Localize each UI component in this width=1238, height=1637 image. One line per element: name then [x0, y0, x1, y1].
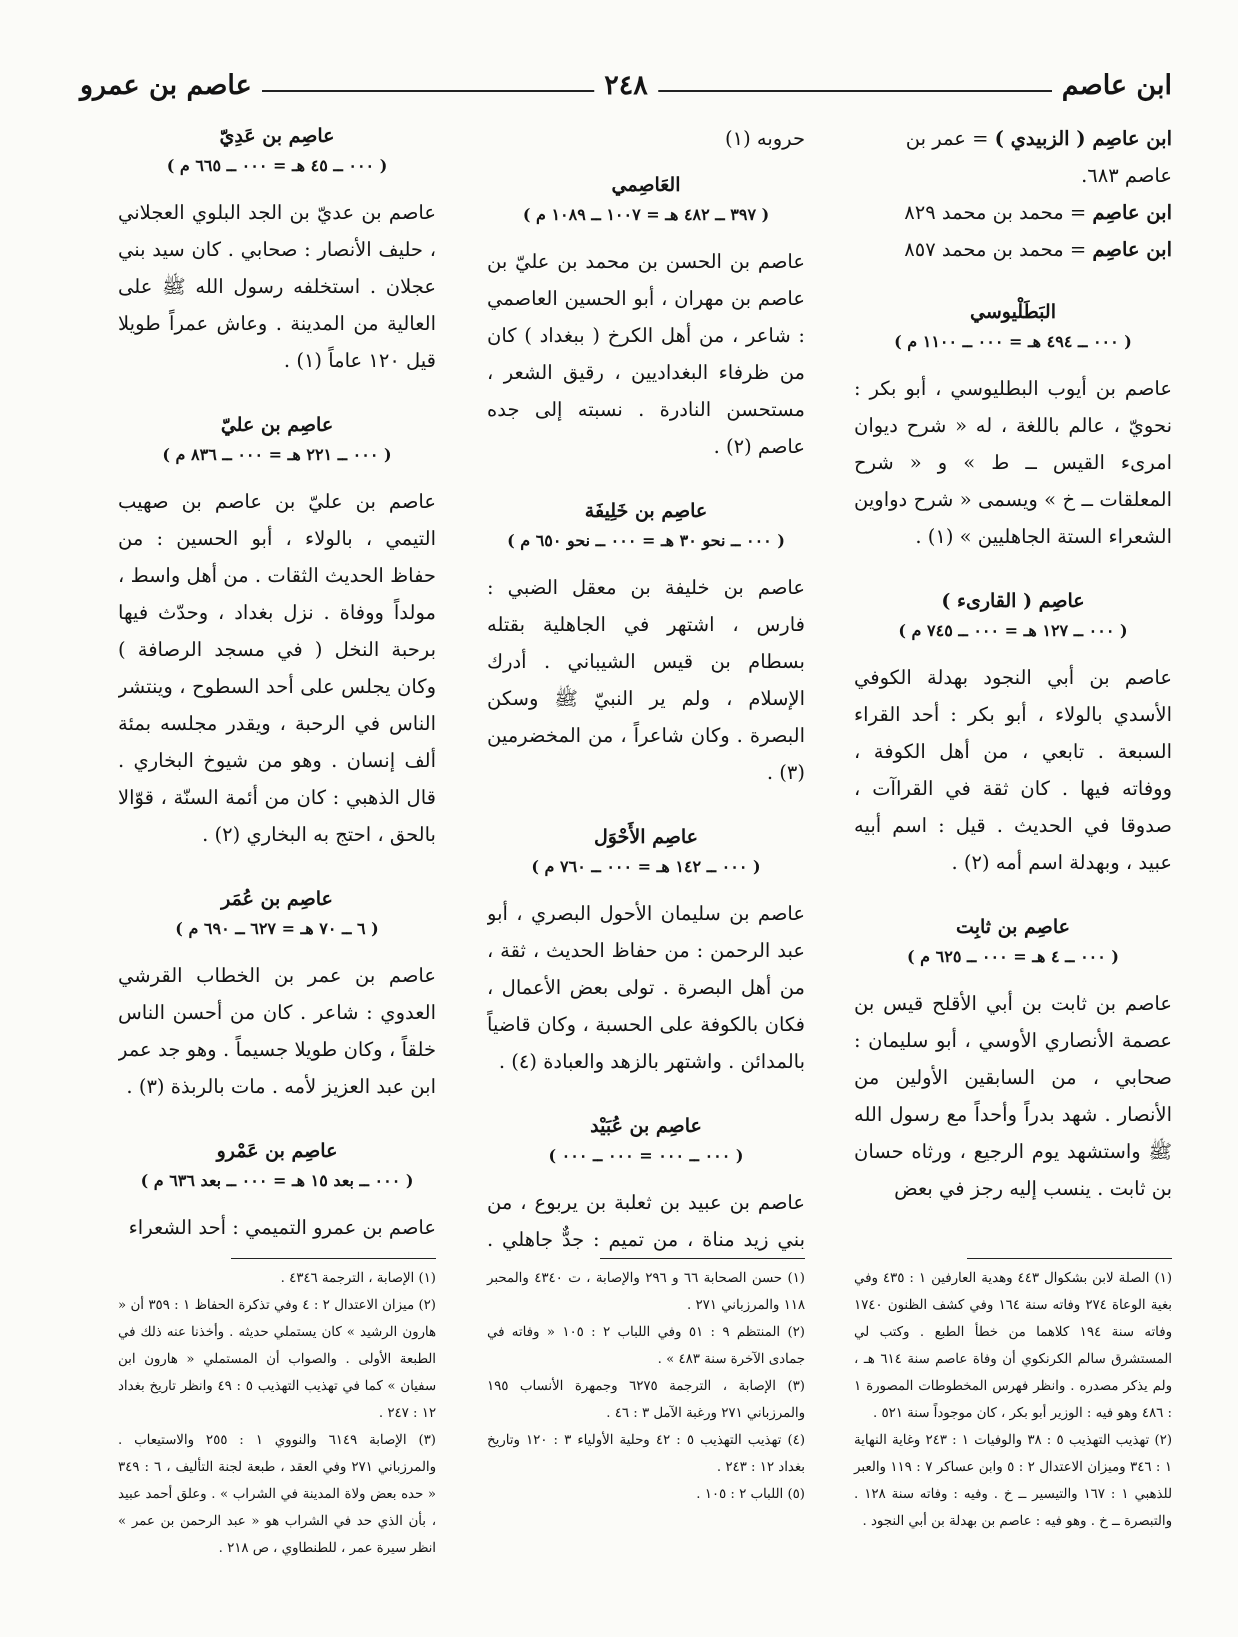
entry-text: عاصم بن عليّ بن عاصم بن صهيب التيمي ، بالولاء ، أبو الحسين : من حفاظ الحديث الثقات . من أهل واسط ، مولداً ووفاة . نزل بغداد ، وحدّث فيها برحبة النخل ( في مسجد الرصافة ) وكان يجلس على أحد السطوح ، وينتشر الناس في الرحبة ، ويقدر مجلسه بمئة ألف إنسان . وهو من شيوخ البخاري . قال الذهبي : كان من أئمة السنّة ، قوّالا بالحق ، احتج به البخاري (٢) . [118, 490, 436, 846]
entry-dates: ( ٠٠٠ ــ ٤ هـ = ٠٠٠ ــ ٦٢٥ م ) [907, 947, 1119, 966]
entry [854, 585, 1172, 881]
footnotes-middle [487, 1258, 805, 1508]
columns [80, 120, 1172, 1255]
xref-target: = محمد بن محمد ٨٥٧ [904, 238, 1093, 261]
entry-text: عاصم بن سليمان الأحول البصري ، أبو عبد الرحمن : من حفاظ الحديث ، ثقة ، من أهل البصرة . تولى بعض الأعمال ، فكان بالكوفة على الحسبة ، وكان قاضياً بالمدائن . واشتهر بالزهد والعبادة (٤) . [487, 902, 805, 1073]
cross-references [854, 120, 1172, 268]
footnotes-left [118, 1258, 436, 1562]
entry-text: عاصم بن عمر بن الخطاب القرشي العدوي : شاعر . كان من أحسن الناس خلقاً ، وكان طويلا جسيماً . وهو جد عمر ابن عبد العزيز لأمه . مات بالربذة (٣) . [118, 964, 436, 1098]
entry-dates: ( ٣٩٧ ــ ٤٨٢ هـ = ١٠٠٧ ــ ١٠٨٩ م ) [522, 205, 770, 224]
header-right-title: ابن عاصم [1052, 66, 1172, 106]
entry-dates: ( ٠٠٠ ــ ٤٩٤ هـ = ٠٠٠ ــ ١١٠٠ م ) [894, 332, 1132, 351]
column-right [854, 120, 1172, 1255]
entry-text: عاصم بن أيوب البطليوسي ، أبو بكر : نحويّ ، عالم باللغة ، له « شرح ديوان امرىء القيس ــ ط » و « شرح المعلقات ــ خ » ويسمى « شرح دواوين الشعراء الستة الجاهليين » (١) . [854, 377, 1172, 548]
entry-title: عاصِم ( القارىء ) [941, 590, 1085, 612]
footnote: (٢) المنتظم ٩ : ٥١ وفي اللباب ٢ : ١٠٥ « وفاته في جمادى الآخرة سنة ٤٨٣ » . [487, 1325, 805, 1367]
entry [118, 1135, 436, 1246]
running-header [80, 66, 1172, 106]
header-left-title: عاصم بن عمرو [80, 66, 262, 106]
entry-dates: ( ٠٠٠ ــ بعد ١٥ هـ = ٠٠٠ ــ بعد ٦٣٦ م ) [140, 1171, 414, 1190]
entry-text: عاصم بن عبيد بن ثعلبة بن يربوع ، من بني زيد مناة ، من تميم : جدٌّ جاهلي . [487, 1191, 805, 1251]
entry-title: عاصِم بن خَلِيفَة [584, 500, 708, 522]
entry [487, 495, 805, 791]
entry-dates: ( ٠٠٠ ــ ٠٠٠ = ٠٠٠ ــ ٠٠٠ ) [548, 1146, 744, 1165]
entry-title: العَاصِمي [611, 174, 681, 196]
footnote: (٣) الإصابة ، الترجمة ٦٢٧٥ وجمهرة الأنساب ١٩٥ والمرزباني ٢٧١ ورغبة الآمل ٣ : ٤٦ . [487, 1379, 805, 1421]
entry [487, 821, 805, 1080]
footnote-rule [600, 1258, 805, 1259]
page-number: ٢٤٨ [594, 66, 658, 106]
entry-dates: ( ٠٠٠ ــ نحو ٣٠ هـ = ٠٠٠ ــ نحو ٦٥٠ م ) [507, 531, 785, 550]
footnotes-right [854, 1258, 1172, 1535]
xref-line [854, 120, 1172, 194]
xref-name: ابن عاصِم ( الزبيدي ) [994, 127, 1172, 150]
footnote: (١) الصلة لابن بشكوال ٤٤٣ وهدية العارفين ١ : ٤٣٥ وفي بغية الوعاة ٢٧٤ وفاته سنة ١٦٤ وفي كشف الظنون ١٧٤٠ وفاته سنة ١٩٤ كلاهما من خطأ الطبع . وكتب لي المستشرق سالم الكرنكوي أن وفاة عاصم سنة ٦١٤ هـ ، ولم يذكر مصدره . وانظر فهرس المخطوطات المصورة ١ : ٤٨٦ وهو فيه : الوزير أبو بكر ، كان موجوداً سنة ٥٢١ . [854, 1271, 1173, 1421]
entry [854, 911, 1172, 1207]
entry-dates: ( ٠٠٠ ــ ١٢٧ هـ = ٠٠٠ ــ ٧٤٥ م ) [898, 621, 1128, 640]
xref-line [854, 194, 1172, 231]
entry [118, 409, 436, 853]
entry [854, 296, 1172, 555]
entry-dates: ( ٦ ــ ٧٠ هـ = ٦٢٧ ــ ٦٩٠ م ) [175, 919, 379, 938]
xref-name: ابن عاصِم [1092, 201, 1172, 224]
footnote: (٢) تهذيب التهذيب ٥ : ٣٨ والوفيات ١ : ٢٤٣ وغاية النهاية ١ : ٣٤٦ وميزان الاعتدال ٢ : ٥ وابن عساكر ٧ : ١١٩ والعبر للذهبي ١ : ١٦٧ والتيسير ــ خ . وفيه : وفاته سنة ١٢٨ . والتبصرة ــ خ . وهو فيه : عاصم بن بهدلة بن أبي النجود . [854, 1433, 1173, 1529]
entry [487, 1110, 805, 1255]
entry-text: عاصم بن أبي النجود بهدلة الكوفي الأسدي بالولاء ، أبو بكر : أحد القراء السبعة . تابعي ، من أهل الكوفة ، ووفاته فيها . كان ثقة في القراآت ، صدوقا في الحديث . قيل : اسم أبيه عبيد ، وبهدلة اسم أمه (٢) . [854, 666, 1172, 874]
entry-title: عاصِم بن عُمَر [221, 888, 333, 910]
entry-title: عاصِم الأَحْوَل [594, 826, 698, 848]
book-page [80, 66, 1172, 1607]
entry-text: عاصم بن الحسن بن محمد بن عليّ بن عاصم بن مهران ، أبو الحسين العاصمي : شاعر ، من أهل الكرخ ( ببغداد ) كان من ظرفاء البغداديين ، رقيق الشعر ، مستحسن النادرة . نسبته إلى جده عاصم (٢) . [487, 250, 805, 458]
footnote: (٥) اللباب ٢ : ١٠٥ . [696, 1487, 805, 1502]
entry-dates: ( ٠٠٠ ــ ٢٢١ هـ = ٠٠٠ ــ ٨٣٦ م ) [162, 445, 392, 464]
footnote: (٤) تهذيب التهذيب ٥ : ٤٢ وحلية الأولياء ٣ : ١٢٠ وتاريخ بغداد ١٢ : ٢٤٣ . [487, 1433, 806, 1475]
entry [118, 883, 436, 1105]
footnote-rule [231, 1258, 436, 1259]
footnote-rule [967, 1258, 1172, 1259]
entry-title: البَطَلْيوسي [970, 301, 1056, 323]
xref-target: = عمر بن عاصم ٦٨٣. [905, 127, 1172, 187]
footnote: (٣) الإصابة ٦١٤٩ والنووي ١ : ٢٥٥ والاستيعاب . والمرزباني ٢٧١ وفي العقد ، طبعة لجنة التأليف ، ٦ : ٣٤٩ « حده بعض ولاة المدينة في الشراب » . وعلق أحمد عبيد ، بأن الذي حد في الشراب هو « عبد الرحمن بن عمر » انظر سيرة عمر ، للطنطاوي ، ص ٢١٨ . [118, 1433, 437, 1556]
continued-text: حروبه (١) [724, 127, 805, 150]
entry-text: عاصم بن خليفة بن معقل الضبي : فارس ، اشتهر في الجاهلية بقتله بسطام بن قيس الشيباني . أدرك الإسلام ، ولم ير النبيّ ﷺ وسكن البصرة . وكان شاعراً ، من المخضرمين (٣) . [487, 576, 805, 784]
footnote: (٢) ميزان الاعتدال ٢ : ٤ وفي تذكرة الحفاظ ١ : ٣٥٩ أن « هارون الرشيد » كان يستملي حديثه . وأخذنا عنه ذلك في الطبعة الأولى . والصواب أن المستملي « هارون ابن سفيان » كما في تهذيب التهذيب ٥ : ٤٩ وانظر تاريخ بغداد ١٢ : ٢٤٧ . [118, 1298, 436, 1421]
entry-text: عاصم بن عمرو التميمي : أحد الشعراء [128, 1216, 436, 1239]
entry-title: عاصِم بن ثابِت [956, 916, 1070, 938]
entry-text: عاصم بن ثابت بن أبي الأقلح قيس بن عصمة الأنصاري الأوسي ، أبو سليمان : صحابي ، من السابقين الأولين من الأنصار . شهد بدراً وأحداً مع رسول الله ﷺ واستشهد يوم الرجيع ، ورثاه حسان بن ثابت . ينسب إليه رجز في بعض [854, 992, 1172, 1200]
footnote: (١) الإصابة ، الترجمة ٤٣٤٦ . [280, 1271, 436, 1286]
entry [118, 120, 436, 379]
xref-target: = محمد بن محمد ٨٢٩ [904, 201, 1093, 224]
entry-title: عاصِم بن عليّ [220, 414, 334, 436]
entry-text: عاصم بن عديّ بن الجد البلوي العجلاني ، حليف الأنصار : صحابي . كان سيد بني عجلان . استخلفه رسول الله ﷺ على العالية من المدينة . وعاش عمراً طويلا قيل ١٢٠ عاماً (١) . [118, 201, 436, 372]
entry-title: عاصِم بن عَمْرو [216, 1140, 338, 1162]
xref-line [854, 231, 1172, 268]
column-middle [487, 120, 805, 1255]
xref-name: ابن عاصِم [1092, 238, 1172, 261]
entry-dates: ( ٠٠٠ ــ ٤٥ هـ = ٠٠٠ ــ ٦٦٥ م ) [166, 156, 388, 175]
footnote: (١) حسن الصحابة ٦٦ و ٢٩٦ والإصابة ، ت ٤٣٤٠ والمحبر ١١٨ والمرزباني ٢٧١ . [487, 1271, 805, 1313]
entry-title: عاصِم بن عَدِيّ [219, 125, 335, 147]
entry-title: عاصِم بن عُبَيْد [590, 1115, 702, 1137]
column-left [118, 120, 436, 1255]
entry-dates: ( ٠٠٠ ــ ١٤٢ هـ = ٠٠٠ ــ ٧٦٠ م ) [531, 857, 761, 876]
entry [487, 169, 805, 465]
